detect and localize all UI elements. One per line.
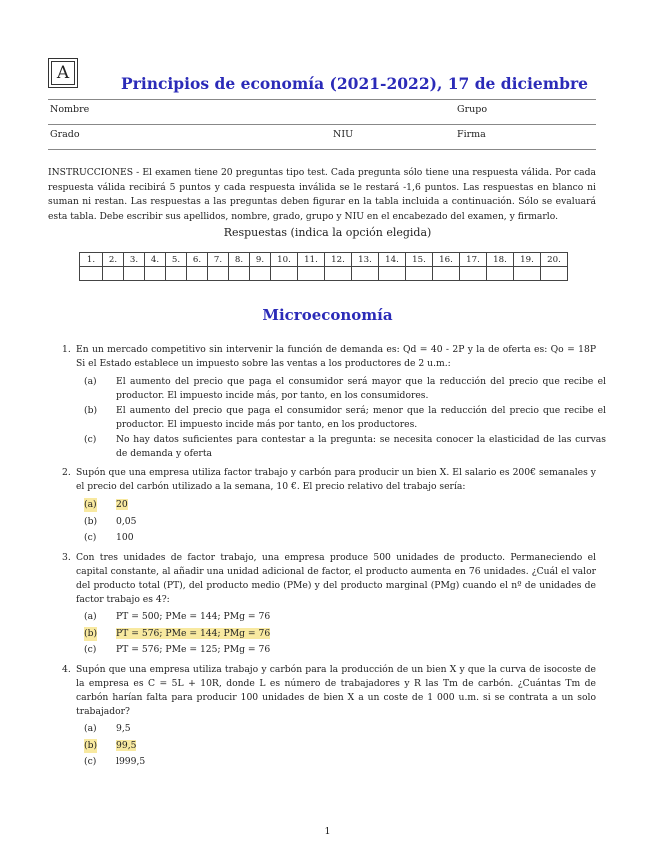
- answer-cell-13[interactable]: [352, 267, 379, 281]
- answer-cell-6[interactable]: [187, 267, 208, 281]
- answer-header-9: 9.: [250, 253, 271, 267]
- answer-header-17: 17.: [460, 253, 487, 267]
- answer-header-15: 15.: [406, 253, 433, 267]
- answer-header-7: 7.: [208, 253, 229, 267]
- option-text: El aumento del precio que paga el consumidor será mayor que la reducción del precio que recibe el productor. El impuesto incide más, por tanto, en los consumidores.: [116, 376, 606, 401]
- option-text: PT = 576; PMe = 144; PMg = 76: [116, 628, 271, 639]
- option-label: (c): [84, 756, 97, 767]
- option-label: (b): [84, 516, 98, 527]
- option-text: El aumento del precio que paga el consumidor será; menor que la reducción del precio que recibe el productor. El impuesto incide más por tanto, en los productores.: [116, 405, 606, 430]
- option-text: 20: [116, 499, 128, 510]
- question-text: Con tres unidades de factor trabajo, una empresa produce 500 unidades de producto. Permaneciendo el capital constante, al añadir una unidad adicional de factor, el producto aumenta en 76 unidades. ¿Cuál el valor del producto total (PT), del producto medio (PMe) y del producto marginal (PMg) cuando el nº de unidades de factor trabajo es 4?:: [76, 552, 596, 605]
- answer-header-19: 19.: [514, 253, 541, 267]
- question-2: [62, 466, 596, 494]
- option-text: 9,5: [116, 723, 131, 734]
- option-label: (c): [84, 434, 97, 445]
- nombre-label: Nombre: [50, 104, 90, 115]
- answer-header-8: 8.: [229, 253, 250, 267]
- option-label: (a): [84, 723, 97, 734]
- answer-header-20: 20.: [541, 253, 568, 267]
- answer-header-3: 3.: [124, 253, 145, 267]
- answer-header-11: 11.: [298, 253, 325, 267]
- answer-cell-19[interactable]: [514, 267, 541, 281]
- answer-header-12: 12.: [325, 253, 352, 267]
- grado-label: Grado: [50, 129, 80, 140]
- option-text: PT = 576; PMe = 125; PMg = 76: [116, 644, 271, 655]
- question-text: En un mercado competitivo sin intervenir la función de demanda es: Qd = 40 - 2P y la de oferta es: Qo = 18P Si el Estado establece un impuesto sobre las ventas a los productores de 2 u.m.:: [76, 344, 596, 369]
- option-text: PT = 500; PMe = 144; PMg = 76: [116, 611, 271, 622]
- exam-title: Principios de economía (2021-2022), 17 de diciembre: [121, 74, 588, 93]
- question-1: [62, 343, 596, 371]
- question-number: 1.: [62, 344, 71, 355]
- answer-header-5: 5.: [166, 253, 187, 267]
- option-label: (b): [84, 740, 98, 751]
- answer-cell-16[interactable]: [433, 267, 460, 281]
- answer-header-2: 2.: [103, 253, 124, 267]
- answers-table: [79, 252, 568, 281]
- question-4: [62, 663, 596, 719]
- option-text: l999,5: [116, 756, 146, 767]
- question-number: 3.: [62, 552, 71, 563]
- name-line: [48, 124, 596, 125]
- answer-header-1: 1.: [80, 253, 103, 267]
- answer-cell-20[interactable]: [541, 267, 568, 281]
- version-box: [48, 58, 78, 88]
- answer-cell-14[interactable]: [379, 267, 406, 281]
- option-label: (b): [84, 405, 98, 416]
- answer-cell-11[interactable]: [298, 267, 325, 281]
- answer-header-16: 16.: [433, 253, 460, 267]
- answer-header-10: 10.: [271, 253, 298, 267]
- section-title: Microeconomía: [262, 306, 393, 324]
- answer-header-4: 4.: [145, 253, 166, 267]
- answer-cell-12[interactable]: [325, 267, 352, 281]
- niu-label: NIU: [333, 129, 354, 140]
- answer-cell-9[interactable]: [250, 267, 271, 281]
- answer-cell-5[interactable]: [166, 267, 187, 281]
- answer-cell-8[interactable]: [229, 267, 250, 281]
- option-text: 0,05: [116, 516, 137, 527]
- option-label: (a): [84, 499, 97, 510]
- answer-header-6: 6.: [187, 253, 208, 267]
- question-text: Supón que una empresa utiliza factor trabajo y carbón para producir un bien X. El salario es 200€ semanales y el precio del carbón utilizado a la semana, 10 €. El precio relativo del trabajo sería:: [76, 467, 596, 492]
- question-3: [62, 551, 596, 607]
- question-number: 4.: [62, 664, 71, 675]
- option-label: (c): [84, 644, 97, 655]
- page-number: 1: [324, 826, 331, 837]
- option-text: No hay datos suficientes para contestar a la pregunta: se necesita conocer la elasticidad de las curvas de demanda y oferta: [116, 434, 606, 459]
- version-letter: A: [51, 61, 75, 85]
- answer-cell-18[interactable]: [487, 267, 514, 281]
- option-label: (a): [84, 611, 97, 622]
- grado-line: [48, 149, 596, 150]
- option-text: 99,5: [116, 740, 137, 751]
- answer-cell-3[interactable]: [124, 267, 145, 281]
- answer-header-18: 18.: [487, 253, 514, 267]
- option-label: (c): [84, 532, 97, 543]
- answer-cell-2[interactable]: [103, 267, 124, 281]
- answer-cell-15[interactable]: [406, 267, 433, 281]
- option-text: 100: [116, 532, 134, 543]
- answer-cell-1[interactable]: [80, 267, 103, 281]
- option-label: (a): [84, 376, 97, 387]
- grupo-label: Grupo: [457, 104, 488, 115]
- instructions: INSTRUCCIONES - El examen tiene 20 preguntas tipo test. Cada pregunta sólo tiene una respuesta válida. Por cada respuesta válida recibirá 5 puntos y cada respuesta inválida se le restará -1,6 puntos. Las respuestas en blanco ni suman ni restan. Las respuestas a las preguntas deben figurar en la tabla incluida a continuación. Sólo se evaluará esta tabla. Debe escribir sus apellidos, nombre, grado, grupo y NIU en el encabezado del examen, y firmarlo.: [48, 167, 596, 222]
- answer-cell-4[interactable]: [145, 267, 166, 281]
- answer-cell-10[interactable]: [271, 267, 298, 281]
- answer-header-14: 14.: [379, 253, 406, 267]
- answer-header-13: 13.: [352, 253, 379, 267]
- question-text: Supón que una empresa utiliza trabajo y carbón para la producción de un bien X y que la curva de isocoste de la empresa es C = 5L + 10R, donde L es número de trabajadores y R las Tm de carbón. ¿Cuántas Tm de carbón harían falta para producir 100 unidades de bien X a un coste de 1 000 u.m. si se contrata a un solo trabajador?: [76, 664, 596, 717]
- header-divider: [48, 99, 596, 100]
- answers-title: Respuestas (indica la opción elegida): [223, 226, 432, 239]
- firma-label: Firma: [457, 129, 486, 140]
- question-number: 2.: [62, 467, 71, 478]
- answer-cell-17[interactable]: [460, 267, 487, 281]
- option-label: (b): [84, 628, 98, 639]
- answer-cell-7[interactable]: [208, 267, 229, 281]
